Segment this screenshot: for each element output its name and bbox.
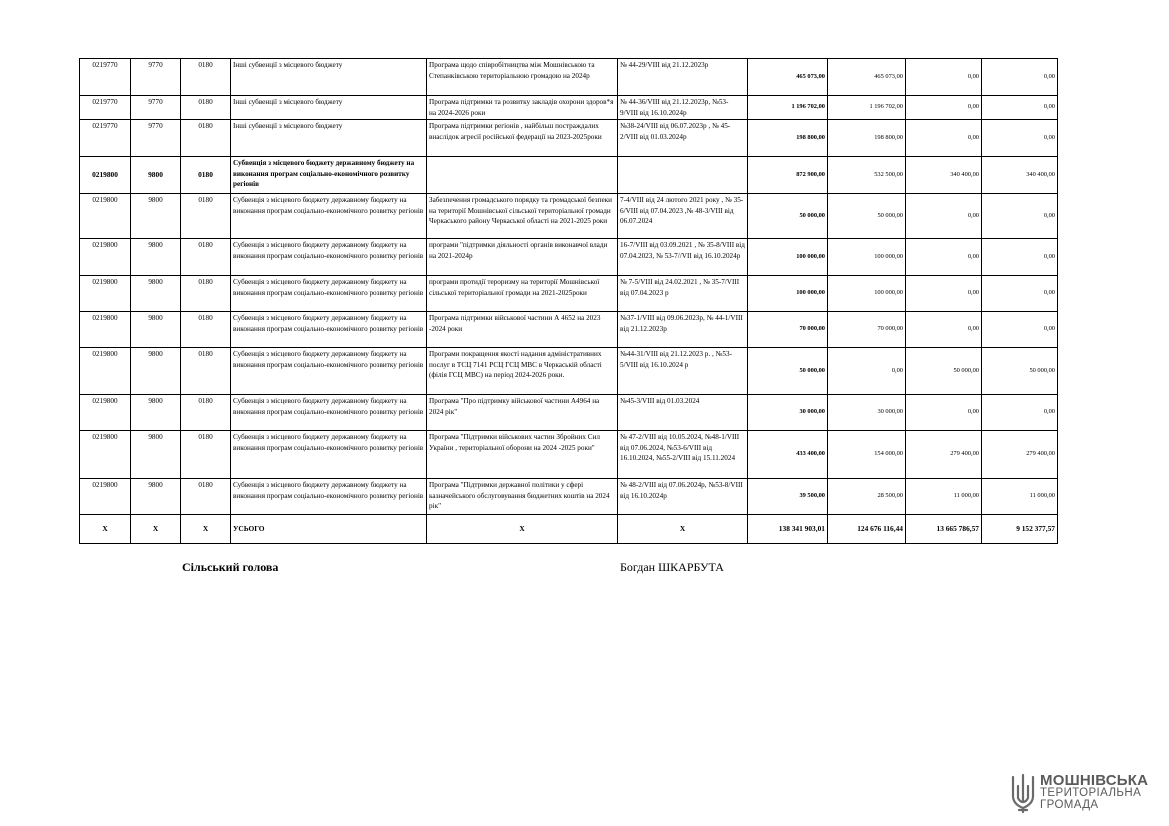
cell-development: 279 400,00 bbox=[982, 431, 1058, 479]
cell-decision bbox=[618, 157, 748, 194]
cell-decision: №44-31/VIII від 21.12.2023 р. , №53-5/VIII від 16.10.2024 р bbox=[618, 348, 748, 395]
cell-kpkvk: 0219800 bbox=[80, 157, 131, 194]
cell-tpkvk: 9800 bbox=[131, 276, 181, 312]
cell-development: 0,00 bbox=[982, 59, 1058, 96]
cell-kfkvk: 0180 bbox=[181, 239, 231, 276]
total-label: УСЬОГО bbox=[231, 515, 427, 544]
cell-kpkvk: 0219800 bbox=[80, 312, 131, 348]
cell-name: Субвенція з місцевого бюджету державному бюджету на виконання програм соціально-економічного розвитку регіонів bbox=[231, 276, 427, 312]
cell-program: Програма щодо співробітництва між Мошнівською та Степанківською територіальною громадою на 2024р bbox=[427, 59, 618, 96]
cell-development: 50 000,00 bbox=[982, 348, 1058, 395]
cell-tpkvk: 9800 bbox=[131, 348, 181, 395]
cell-development: 11 000,00 bbox=[982, 479, 1058, 515]
cell-program: Забезпечення громадського порядку та громадської безпеки на території Мошнівської сільської територіальної громади Черкаського району Черкаської області на 2021-2025 роки bbox=[427, 194, 618, 239]
cell-kfkvk: 0180 bbox=[181, 157, 231, 194]
cell-name: Субвенція з місцевого бюджету державному бюджету на виконання програм соціально-економічного розвитку регіонів bbox=[231, 157, 427, 194]
cell-tpkvk: 9800 bbox=[131, 431, 181, 479]
cell-general: 154 000,00 bbox=[828, 431, 906, 479]
cell-name: Субвенція з місцевого бюджету державному бюджету на виконання програм соціально-економічного розвитку регіонів bbox=[231, 312, 427, 348]
cell-kfkvk: 0180 bbox=[181, 479, 231, 515]
cell-program: Програма "Про підтримку військової частини А4964 на 2024 рік" bbox=[427, 395, 618, 431]
cell-kfkvk: 0180 bbox=[181, 120, 231, 157]
cell-total: 50 000,00 bbox=[748, 348, 828, 395]
cell-special: 11 000,00 bbox=[906, 479, 982, 515]
community-logo bbox=[1010, 772, 1148, 814]
cell-program: Програми покращення якості надання адміністративних послуг в ТСЦ 7141 РСЦ ГСЦ МВС в Черкаській області (філія ГСЦ МВС) на період 2024-2026 роки. bbox=[427, 348, 618, 395]
cell-special: 279 400,00 bbox=[906, 431, 982, 479]
cell-general: 50 000,00 bbox=[828, 194, 906, 239]
cell-general: 30 000,00 bbox=[828, 395, 906, 431]
table-row bbox=[80, 395, 1058, 431]
cell-kpkvk: 0219800 bbox=[80, 239, 131, 276]
cell-decision: № 44-36/VIII від 21.12.2023р, №53-9/VIII від 16.10.2024р bbox=[618, 96, 748, 120]
cell-decision: № 7-5/VIII від 24.02.2021 , № 35-7/VIII від 07.04.2023 р bbox=[618, 276, 748, 312]
cell-special: 13 665 786,57 bbox=[906, 515, 982, 544]
cell-total: 50 000,00 bbox=[748, 194, 828, 239]
cell-name: Субвенція з місцевого бюджету державному бюджету на виконання програм соціально-економічного розвитку регіонів bbox=[231, 431, 427, 479]
trident-icon bbox=[1010, 772, 1036, 814]
cell-special: 0,00 bbox=[906, 120, 982, 157]
cell-kpkvk: 0219800 bbox=[80, 479, 131, 515]
cell-special: 0,00 bbox=[906, 96, 982, 120]
cell-special: 0,00 bbox=[906, 194, 982, 239]
cell-program: X bbox=[427, 515, 618, 544]
cell-kpkvk: 0219770 bbox=[80, 96, 131, 120]
cell-program: Програма "Підтримки військових частин Збройних Сил України , територіальної оборони на 2024 -2025 роки" bbox=[427, 431, 618, 479]
cell-name: Інші субвенції з місцевого бюджету bbox=[231, 120, 427, 157]
cell-total: 100 000,00 bbox=[748, 276, 828, 312]
cell-development: 0,00 bbox=[982, 395, 1058, 431]
cell-kpkvk: 0219770 bbox=[80, 59, 131, 96]
cell-total: 70 000,00 bbox=[748, 312, 828, 348]
table-row bbox=[80, 194, 1058, 239]
cell-total: 138 341 903,01 bbox=[748, 515, 828, 544]
cell-program: програми "підтримки діяльності органів виконавчої влади на 2021-2024р bbox=[427, 239, 618, 276]
table-row bbox=[80, 479, 1058, 515]
cell-special: 50 000,00 bbox=[906, 348, 982, 395]
table-row bbox=[80, 431, 1058, 479]
cell-tpkvk: 9800 bbox=[131, 479, 181, 515]
cell-name: Інші субвенції з місцевого бюджету bbox=[231, 96, 427, 120]
cell-special: 0,00 bbox=[906, 312, 982, 348]
cell-kpkvk: 0219800 bbox=[80, 348, 131, 395]
cell-decision: №37-1/VIII від 09.06.2023р, № 44-1/VIII від 21.12.2023р bbox=[618, 312, 748, 348]
table-row-total bbox=[80, 515, 1058, 544]
cell-tpkvk: 9800 bbox=[131, 194, 181, 239]
cell-general: 70 000,00 bbox=[828, 312, 906, 348]
cell-tpkvk: 9770 bbox=[131, 120, 181, 157]
cell-development: 9 152 377,57 bbox=[982, 515, 1058, 544]
logo-line-3: ГРОМАДА bbox=[1040, 799, 1099, 811]
cell-general: 198 800,00 bbox=[828, 120, 906, 157]
cell-kfkvk: 0180 bbox=[181, 194, 231, 239]
cell-decision: №45-3/VIII від 01.03.2024 bbox=[618, 395, 748, 431]
cell-decision: 7-4/VIII від 24 лютого 2021 року , № 35-6/VIII від 07.04.2023 ,№ 48-3/VIII від 06.07.2024 bbox=[618, 194, 748, 239]
table-row bbox=[80, 239, 1058, 276]
cell-development: 0,00 bbox=[982, 96, 1058, 120]
cell-special: 340 400,00 bbox=[906, 157, 982, 194]
cell-tpkvk: 9770 bbox=[131, 59, 181, 96]
cell-kfkvk: 0180 bbox=[181, 395, 231, 431]
cell-general: 0,00 bbox=[828, 348, 906, 395]
cell-total: 30 000,00 bbox=[748, 395, 828, 431]
cell-name: Субвенція з місцевого бюджету державному бюджету на виконання програм соціально-економічного розвитку регіонів bbox=[231, 479, 427, 515]
cell-development: 0,00 bbox=[982, 239, 1058, 276]
table-row-subtotal bbox=[80, 157, 1058, 194]
cell-name: Інші субвенції з місцевого бюджету bbox=[231, 59, 427, 96]
logo-line-1: МОШНІВСЬКА bbox=[1040, 772, 1149, 789]
cell-kfkvk: 0180 bbox=[181, 96, 231, 120]
cell-special: 0,00 bbox=[906, 239, 982, 276]
table-row bbox=[80, 312, 1058, 348]
cell-kpkvk: X bbox=[80, 515, 131, 544]
signature-name: Богдан ШКАРБУТА bbox=[620, 560, 724, 574]
cell-decision: № 47-2/VIII від 10.05.2024, №48-1/VIII від 07.06.2024, №53-6/VIII від 16.10.2024, №55-2/VIII від 15.11.2024 bbox=[618, 431, 748, 479]
cell-kpkvk: 0219770 bbox=[80, 120, 131, 157]
cell-tpkvk: 9800 bbox=[131, 395, 181, 431]
cell-decision: 16-7/VIII від 03.09.2021 , № 35-8/VIII від 07.04.2023, № 53-7//VII від 16.10.2024р bbox=[618, 239, 748, 276]
cell-general: 1 196 702,00 bbox=[828, 96, 906, 120]
cell-kpkvk: 0219800 bbox=[80, 431, 131, 479]
signature-title: Сільський голова bbox=[182, 560, 279, 574]
cell-tpkvk: 9800 bbox=[131, 312, 181, 348]
cell-program: Програма підтримки та розвитку закладів охорони здоров*я на 2024-2026 роки bbox=[427, 96, 618, 120]
table-row bbox=[80, 120, 1058, 157]
cell-total: 1 196 702,00 bbox=[748, 96, 828, 120]
cell-decision: X bbox=[618, 515, 748, 544]
cell-name: Субвенція з місцевого бюджету державному бюджету на виконання програм соціально-економічного розвитку регіонів bbox=[231, 239, 427, 276]
cell-general: 100 000,00 bbox=[828, 239, 906, 276]
cell-development: 0,00 bbox=[982, 276, 1058, 312]
cell-tpkvk: X bbox=[131, 515, 181, 544]
table-row bbox=[80, 59, 1058, 96]
cell-total: 872 900,00 bbox=[748, 157, 828, 194]
cell-general: 532 500,00 bbox=[828, 157, 906, 194]
cell-program: програми протидії тероризму на території Мошнівської сільської територіальної громади на 2021-2025роки bbox=[427, 276, 618, 312]
cell-name: Субвенція з місцевого бюджету державному бюджету на виконання програм соціально-економічного розвитку регіонів bbox=[231, 194, 427, 239]
cell-kfkvk: 0180 bbox=[181, 59, 231, 96]
cell-total: 433 400,00 bbox=[748, 431, 828, 479]
cell-development: 0,00 bbox=[982, 312, 1058, 348]
cell-total: 100 000,00 bbox=[748, 239, 828, 276]
cell-program: Програма підтримки регіонів , найбільш постраждалих внаслідок агресії російської федерації на 2023-2025роки bbox=[427, 120, 618, 157]
cell-kfkvk: 0180 bbox=[181, 276, 231, 312]
cell-kfkvk: 0180 bbox=[181, 431, 231, 479]
table-row bbox=[80, 348, 1058, 395]
budget-table bbox=[79, 58, 1058, 544]
cell-development: 0,00 bbox=[982, 120, 1058, 157]
cell-name: Субвенція з місцевого бюджету державному бюджету на виконання програм соціально-економічного розвитку регіонів bbox=[231, 348, 427, 395]
cell-total: 198 800,00 bbox=[748, 120, 828, 157]
cell-program: Програма підтримки військової частини А 4652 на 2023 -2024 роки bbox=[427, 312, 618, 348]
cell-special: 0,00 bbox=[906, 59, 982, 96]
cell-kfkvk: X bbox=[181, 515, 231, 544]
cell-kfkvk: 0180 bbox=[181, 348, 231, 395]
cell-decision: № 48-2/VIII від 07.06.2024р, №53-8/VIII від 16.10.2024р bbox=[618, 479, 748, 515]
cell-kpkvk: 0219800 bbox=[80, 276, 131, 312]
cell-special: 0,00 bbox=[906, 276, 982, 312]
cell-total: 39 500,00 bbox=[748, 479, 828, 515]
cell-kpkvk: 0219800 bbox=[80, 395, 131, 431]
cell-general: 465 073,00 bbox=[828, 59, 906, 96]
cell-tpkvk: 9800 bbox=[131, 239, 181, 276]
cell-program: Програма "Підтримки державної політики у сфері казначейського обслуговування бюджетних коштів на 2024 рік" bbox=[427, 479, 618, 515]
cell-development: 340 400,00 bbox=[982, 157, 1058, 194]
cell-general: 28 500,00 bbox=[828, 479, 906, 515]
cell-development: 0,00 bbox=[982, 194, 1058, 239]
cell-kfkvk: 0180 bbox=[181, 312, 231, 348]
cell-general: 100 000,00 bbox=[828, 276, 906, 312]
cell-program bbox=[427, 157, 618, 194]
cell-name: Субвенція з місцевого бюджету державному бюджету на виконання програм соціально-економічного розвитку регіонів bbox=[231, 395, 427, 431]
cell-decision: №38-24/VIII від 06.07.2023р , № 45-2/VIII від 01.03.2024р bbox=[618, 120, 748, 157]
logo-line-2: ТЕРИТОРІАЛЬНА bbox=[1040, 787, 1142, 799]
cell-special: 0,00 bbox=[906, 395, 982, 431]
table-row bbox=[80, 276, 1058, 312]
cell-general: 124 676 116,44 bbox=[828, 515, 906, 544]
cell-decision: № 44-29/VIII від 21.12.2023р bbox=[618, 59, 748, 96]
cell-total: 465 073,00 bbox=[748, 59, 828, 96]
cell-kpkvk: 0219800 bbox=[80, 194, 131, 239]
table-row bbox=[80, 96, 1058, 120]
cell-tpkvk: 9800 bbox=[131, 157, 181, 194]
cell-tpkvk: 9770 bbox=[131, 96, 181, 120]
